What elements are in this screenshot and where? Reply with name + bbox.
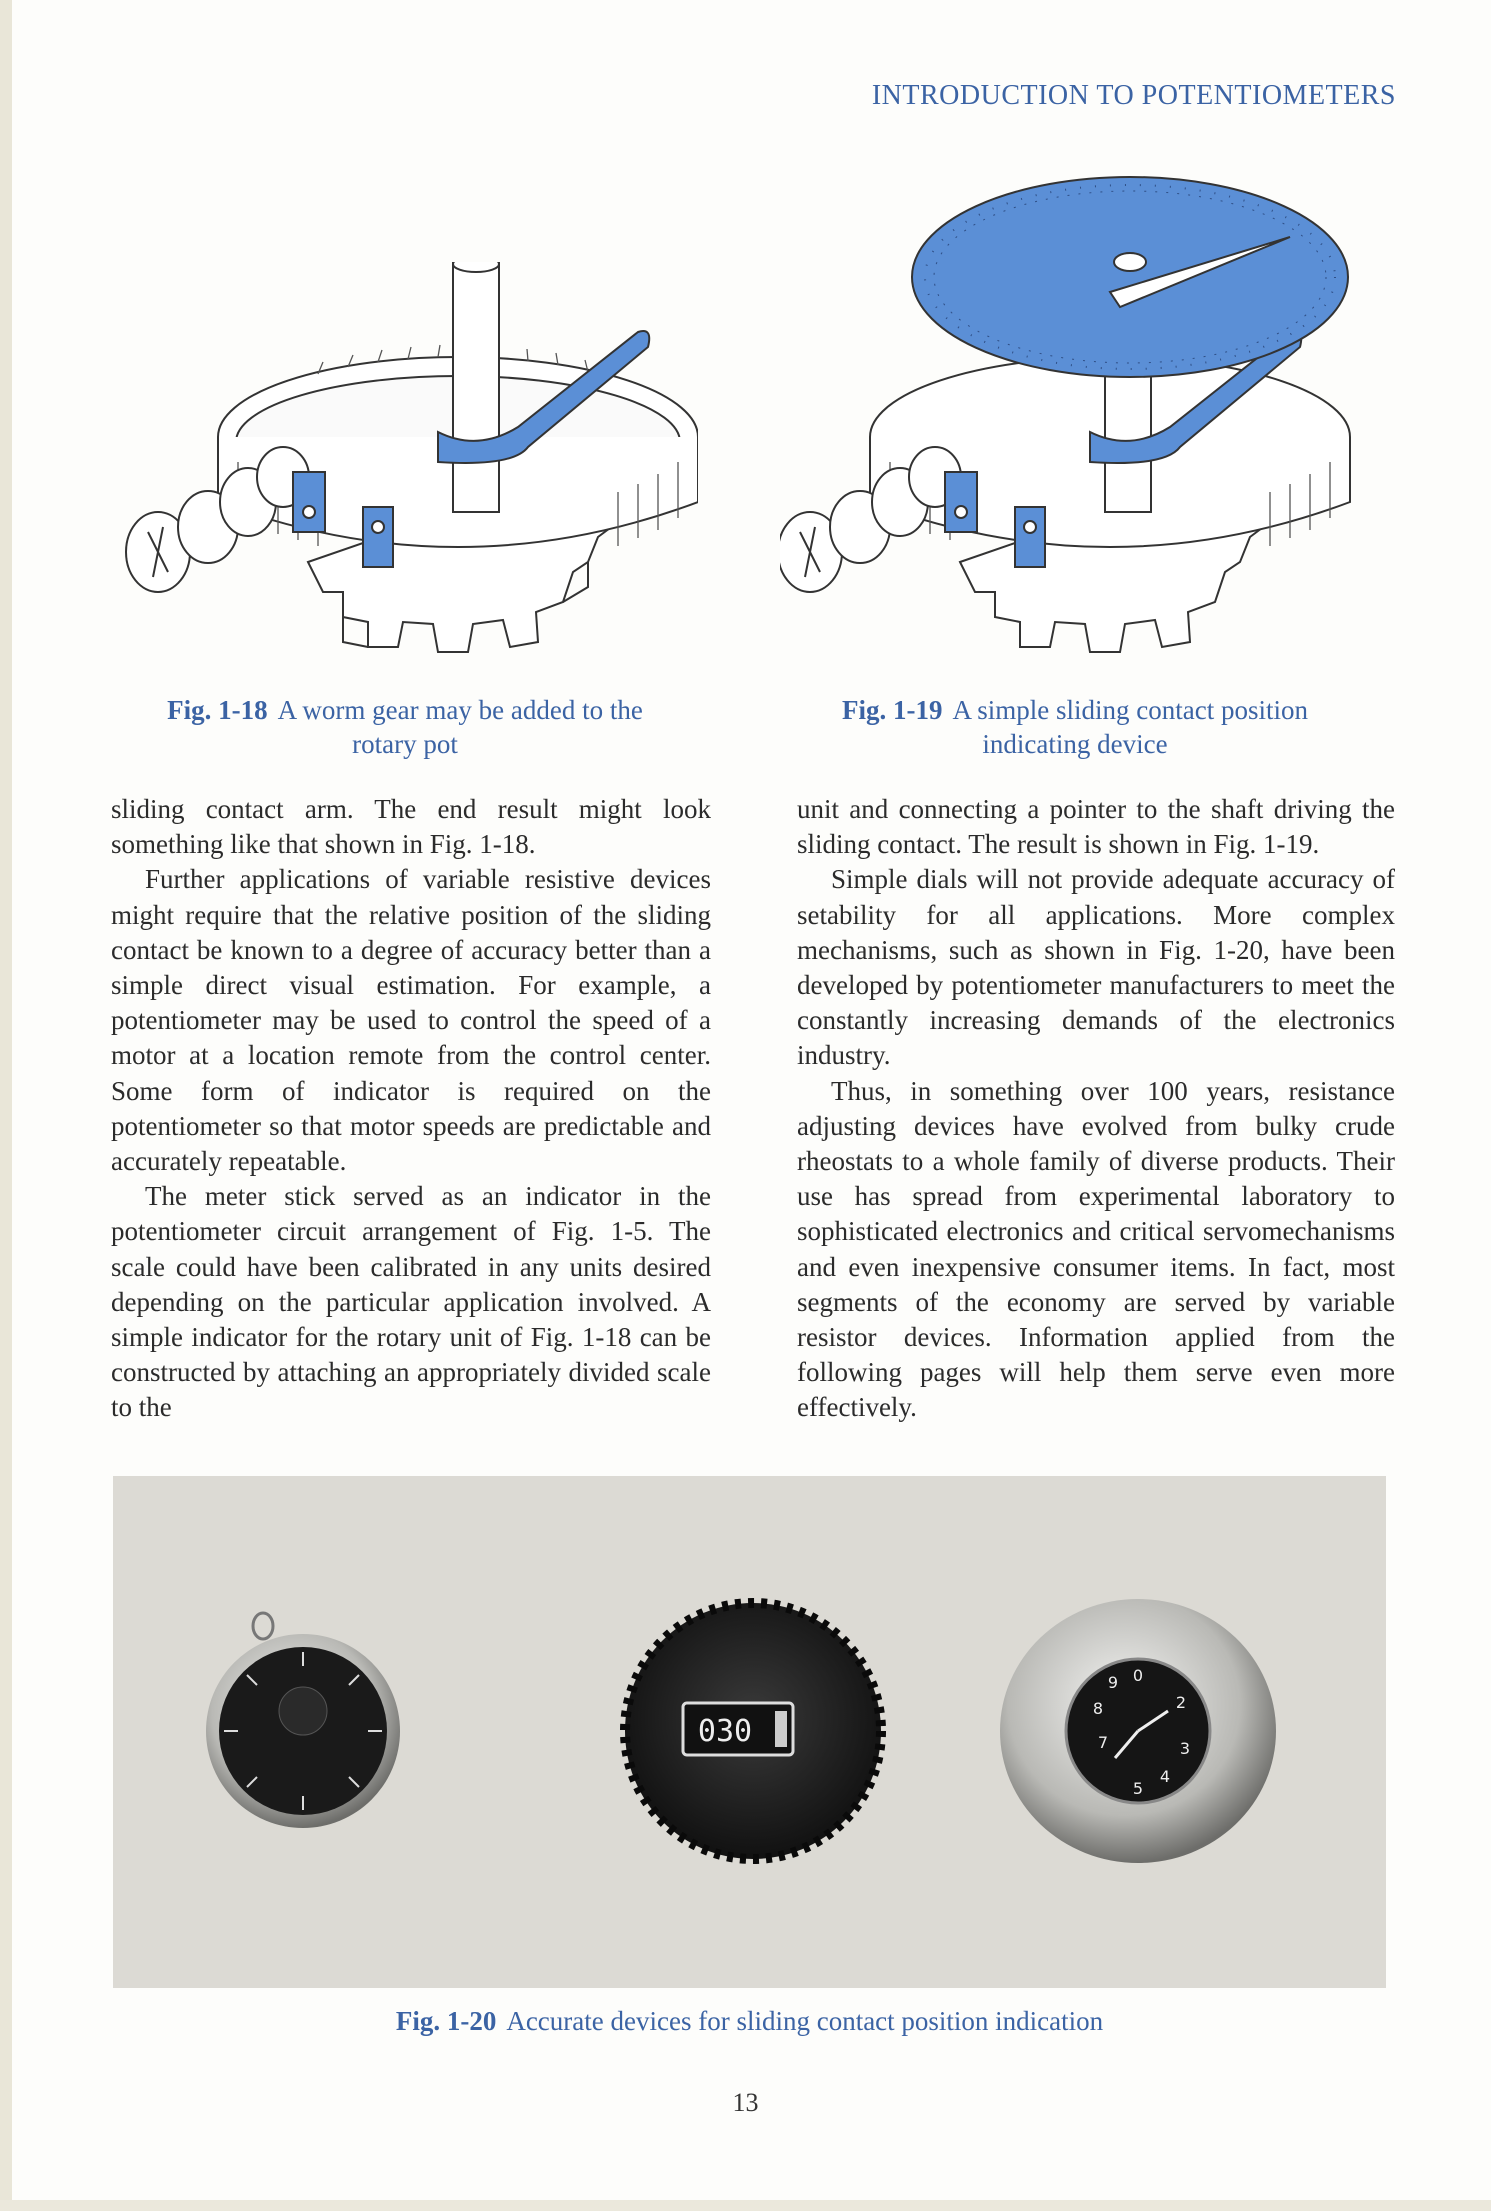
bracket-left [945,472,977,532]
figure-1-18-caption: Fig. 1-18 A worm gear may be added to the rotary pot [167,695,643,759]
paragraph: unit and connecting a pointer to the shaft driving the sliding contact. The result is shown in Fig. 1-19. [797,794,1395,860]
svg-text:4: 4 [1159,1767,1171,1786]
page-number: 13 [732,2088,759,2117]
bracket-right [1015,507,1045,567]
svg-text:7: 7 [1097,1733,1109,1752]
page-bottom-edge [0,2200,1491,2211]
turns-counting-dial [206,1613,400,1828]
svg-text:0: 0 [1132,1666,1144,1685]
svg-text:5: 5 [1132,1779,1144,1798]
figure-number: Fig. 1-20 [395,2006,497,2036]
paragraph: The meter stick served as an indicator in the potentiometer circuit arrangement of Fig. 1-5. The scale could have been calibrated in any units desired depending on the particular application involved. A simple indicator for the rotary unit of Fig. 1-18 can be constructed by attaching an appropriately divided scale to the [111,1181,711,1423]
figure-1-19-caption: Fig. 1-19 A simple sliding contact position indicating device [842,695,1308,759]
figure-1-19-illustration [780,162,1360,682]
digital-counter-knob [625,1603,881,1859]
figure-number: Fig. 1-19 [842,695,943,725]
clock-face-dial [1000,1599,1276,1863]
text-column-left [111,792,711,1426]
dial-plate [912,177,1348,377]
text-column-right [797,792,1395,1426]
svg-text:2: 2 [1175,1693,1187,1712]
shaft [453,262,499,512]
figure-number: Fig. 1-18 [167,695,268,725]
bracket-right [363,507,393,567]
figure-1-20-photo [113,1476,1386,1988]
paragraph: Further applications of variable resistive devices might require that the relative position of the sliding contact be known to a degree of accuracy better than a simple direct visual estimation. For example, a potentiometer may be used to control the speed of a motor at a location remote from the control center. Some form of indicator is required on the potentiometer so that motor speeds are predictable and accurately repeatable. [111,864,711,1177]
counter-reading: 030 [697,1714,753,1749]
svg-text:9: 9 [1107,1673,1119,1692]
figure-1-18-illustration [118,262,698,682]
paragraph: Simple dials will not provide adequate accuracy of setability for all applications. More complex mechanisms, such as shown in Fig. 1-20, have been developed by potentiometer manufacturers to meet the constantly increasing demands of the electronics industry. [797,864,1395,1071]
dial-devices [113,1476,1386,1988]
bracket-left [293,472,325,532]
paragraph: Thus, in something over 100 years, resistance adjusting devices have evolved from bulky crude rheostats to a whole family of diverse products. Their use has spread from experimental laboratory to sophisticated electronics and critical servomechanisms and even inexpensive consumer items. In fact, most segments of the economy are served by variable resistor devices. Information applied from the following pages will help them serve even more effectively. [797,1075,1395,1423]
svg-text:3: 3 [1179,1739,1191,1758]
figure-1-20-caption: Fig. 1-20 Accurate devices for sliding contact position indication [395,2006,1104,2036]
svg-text:8: 8 [1092,1699,1104,1718]
page-gutter [0,0,12,2211]
paragraph: sliding contact arm. The end result might look something like that shown in Fig. 1-18. [111,794,711,860]
running-head: INTRODUCTION TO POTENTIOMETERS [871,80,1396,111]
